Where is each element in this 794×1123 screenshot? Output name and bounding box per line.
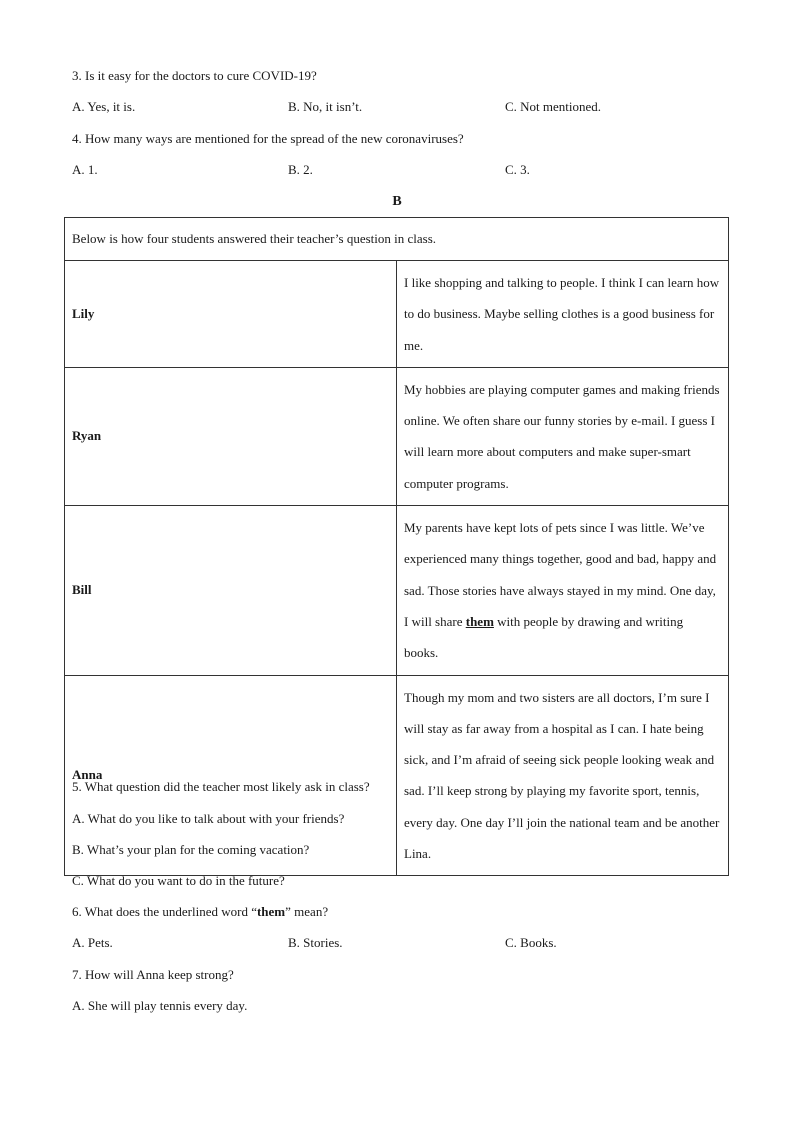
q5-option-a: A. What do you like to talk about with your friends? bbox=[72, 811, 345, 826]
student-name: Bill bbox=[65, 506, 397, 675]
table-row bbox=[65, 261, 729, 368]
table-intro: Below is how four students answered their teacher’s question in class. bbox=[65, 218, 729, 261]
question-3: 3. Is it easy for the doctors to cure COVID-19? bbox=[72, 68, 317, 83]
q6-text-before: 6. What does the underlined word “ bbox=[72, 904, 257, 919]
q6-option-c: C. Books. bbox=[505, 935, 557, 950]
q5-option-c: C. What do you want to do in the future? bbox=[72, 873, 285, 888]
q4-option-b: B. 2. bbox=[288, 162, 313, 177]
q4-option-a: A. 1. bbox=[72, 162, 98, 177]
table-row bbox=[65, 367, 729, 505]
question-5: 5. What question did the teacher most likely ask in class? bbox=[72, 779, 370, 794]
underlined-word: them bbox=[465, 613, 494, 629]
q5-option-b: B. What’s your plan for the coming vacation? bbox=[72, 842, 310, 857]
q6-option-b: B. Stories. bbox=[288, 935, 343, 950]
question-7: 7. How will Anna keep strong? bbox=[72, 967, 234, 982]
q6-bold-word: them bbox=[256, 904, 286, 919]
q3-option-a: A. Yes, it is. bbox=[72, 99, 136, 114]
q7-option-a: A. She will play tennis every day. bbox=[72, 998, 248, 1013]
student-name: Lily bbox=[65, 261, 397, 368]
q3-option-c: C. Not mentioned. bbox=[505, 99, 602, 114]
q6-option-a: A. Pets. bbox=[72, 935, 113, 950]
student-name: Anna bbox=[65, 675, 397, 876]
section-b-heading: B bbox=[392, 194, 402, 209]
table-row bbox=[65, 506, 729, 675]
q4-option-c: C. 3. bbox=[505, 162, 530, 177]
student-name: Ryan bbox=[65, 367, 397, 505]
table-row bbox=[65, 218, 729, 261]
question-4: 4. How many ways are mentioned for the spread of the new coronaviruses? bbox=[72, 131, 464, 146]
answer-text-before: My parents have kept lots of pets since I was little. We’ve experienced many things together, good and bad, happy and sad. Those stories have always stayed in my mind. One day, I will share bbox=[404, 520, 717, 629]
student-answers-table bbox=[64, 217, 729, 876]
q6-text-after: ” mean? bbox=[285, 904, 329, 919]
q3-option-b: B. No, it isn’t. bbox=[288, 99, 363, 114]
student-answer: I like shopping and talking to people. I think I can learn how to do business. Maybe selling clothes is a good business for me. bbox=[397, 261, 729, 368]
student-answer: Though my mom and two sisters are all doctors, I’m sure I will stay as far away from a hospital as I can. I hate being sick, and I’m afraid of seeing sick people looking weak and sad. I’ll keep strong by playing my favorite sport, tennis, every day. One day I’ll join the national team and be another Lina. bbox=[397, 675, 729, 876]
student-answer bbox=[397, 506, 729, 675]
question-6 bbox=[72, 904, 328, 920]
answer-text-after: with people by drawing and writing books. bbox=[404, 613, 684, 661]
student-answer: My hobbies are playing computer games and making friends online. We often share our funny stories by e-mail. I guess I will learn more about computers and make super-smart computer programs. bbox=[397, 367, 729, 505]
